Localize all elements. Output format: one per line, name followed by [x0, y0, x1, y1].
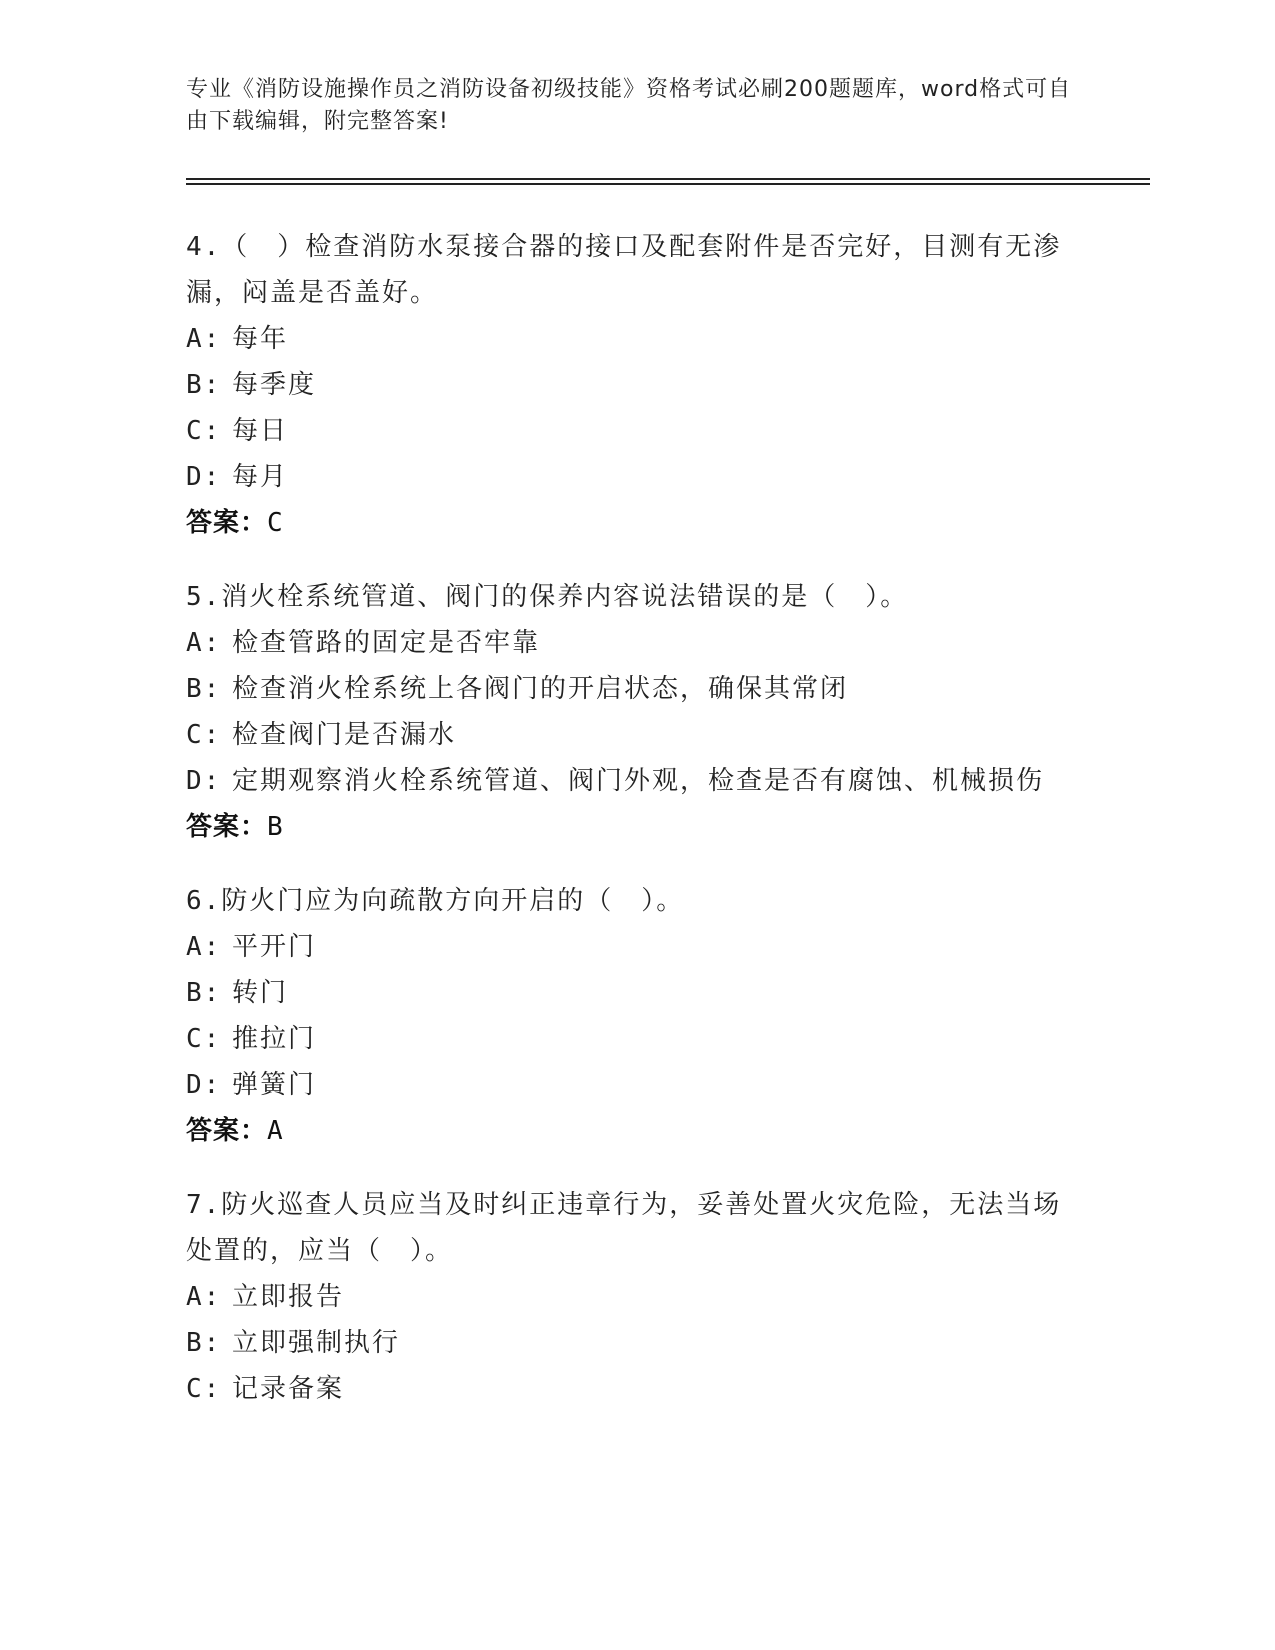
option-text: 检查阀门是否漏水	[232, 720, 457, 750]
option-label: A:	[186, 324, 222, 354]
option-label: B:	[186, 370, 222, 400]
question-stem: 4.（ ）检查消防水泵接合器的接口及配套附件是否完好，目测有无渗漏，闷盖是否盖好。	[186, 232, 1062, 308]
document-header: 专业《消防设施操作员之消防设备初级技能》资格考试必刷200题题库，word格式可自由下载编辑，附完整答案!	[186, 77, 1072, 134]
option-text: 每年	[232, 324, 289, 354]
question-5	[186, 574, 1086, 850]
option-text: 立即报告	[232, 1282, 345, 1312]
question-4	[186, 224, 1086, 546]
option-c	[186, 1366, 1086, 1412]
question-stem: 6.防火门应为向疏散方向开启的（ ）。	[186, 886, 685, 916]
option-label: D:	[186, 462, 222, 492]
option-text: 弹簧门	[232, 1070, 317, 1100]
option-label: A:	[186, 1282, 222, 1312]
option-text: 每日	[232, 416, 289, 446]
option-a	[186, 620, 1086, 666]
option-c	[186, 1016, 1086, 1062]
option-label: D:	[186, 766, 222, 796]
option-label: B:	[186, 674, 222, 704]
option-label: A:	[186, 628, 222, 658]
option-label: C:	[186, 1024, 222, 1054]
option-text: 检查消火栓系统上各阀门的开启状态，确保其常闭	[232, 674, 849, 704]
option-b	[186, 362, 1086, 408]
answer-line	[186, 1108, 1086, 1154]
option-a	[186, 924, 1086, 970]
option-text: 定期观察消火栓系统管道、阀门外观，检查是否有腐蚀、机械损伤	[232, 766, 1045, 796]
option-text: 每季度	[232, 370, 317, 400]
option-label: C:	[186, 1374, 222, 1404]
option-label: B:	[186, 978, 222, 1008]
option-b	[186, 970, 1086, 1016]
option-text: 平开门	[232, 932, 317, 962]
option-a	[186, 1274, 1086, 1320]
option-label: A:	[186, 932, 222, 962]
answer-label: 答案：	[186, 812, 268, 842]
option-label: B:	[186, 1328, 222, 1358]
option-b	[186, 1320, 1086, 1366]
option-a	[186, 316, 1086, 362]
question-stem: 5.消火栓系统管道、阀门的保养内容说法错误的是（ ）。	[186, 582, 909, 612]
option-label: C:	[186, 720, 222, 750]
option-d	[186, 758, 1086, 804]
question-stem: 7.防火巡查人员应当及时纠正违章行为，妥善处置火灾危险，无法当场处置的，应当（ ）。	[186, 1190, 1062, 1266]
option-d	[186, 454, 1086, 500]
option-label: C:	[186, 416, 222, 446]
option-label: D:	[186, 1070, 222, 1100]
header-divider-top	[186, 178, 1150, 180]
option-d	[186, 1062, 1086, 1108]
answer-label: 答案：	[186, 1116, 268, 1146]
option-c	[186, 712, 1086, 758]
option-text: 检查管路的固定是否牢靠	[232, 628, 541, 658]
option-text: 立即强制执行	[232, 1328, 401, 1358]
option-text: 每月	[232, 462, 289, 492]
answer-label: 答案：	[186, 508, 268, 538]
option-text: 记录备案	[232, 1374, 345, 1404]
option-c	[186, 408, 1086, 454]
question-6	[186, 878, 1086, 1154]
answer-value: A	[267, 1116, 284, 1146]
option-text: 转门	[232, 978, 289, 1008]
option-text: 推拉门	[232, 1024, 317, 1054]
answer-value: B	[267, 812, 284, 842]
header-divider-bottom	[186, 183, 1150, 185]
answer-line	[186, 500, 1086, 546]
question-7	[186, 1182, 1086, 1412]
answer-line	[186, 804, 1086, 850]
option-b	[186, 666, 1086, 712]
answer-value: C	[267, 508, 284, 538]
